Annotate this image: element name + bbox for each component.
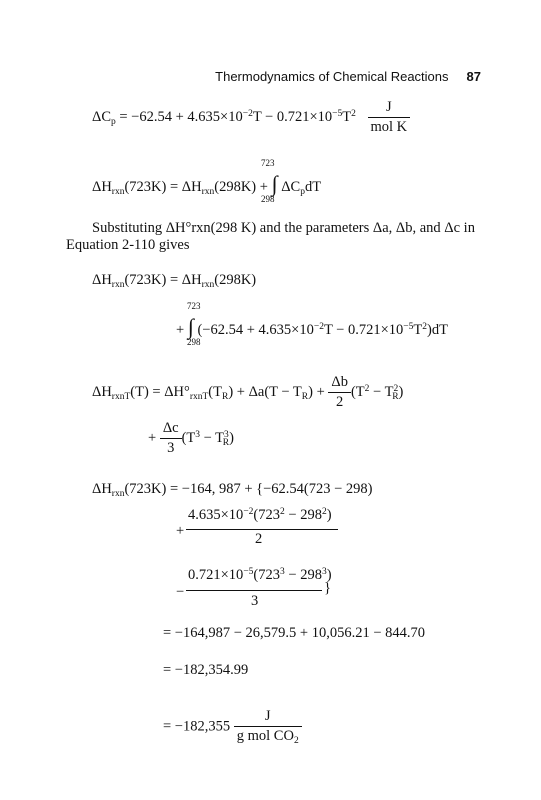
sum-line-1: = −164,987 − 26,579.5 + 10,056.21 − 844.70 <box>163 625 426 641</box>
equation-dc-over-3: + $\frac{\Delta c}{3}$ $(T^3 - T^3_R)$ <box>148 420 234 456</box>
equation-integral-expansion: + ∫ $(-62.54 + 4.635\times 10^{-2}T - 0.721\times 10^{-5}T^2)dT$ <box>176 314 448 339</box>
integral-upper-limit: 723 <box>261 158 275 168</box>
integral-sign-2: ∫ <box>187 314 194 339</box>
equation-delta-h-723: $\Delta H_{rxn}(723K) = \Delta H_{rxn}(298K)$ <box>92 272 257 290</box>
term-b-denominator: 2 <box>255 531 263 547</box>
body-text-line-1: Substituting ΔH°rxn(298 K) and the parameters Δa, Δb, and Δc in <box>92 220 475 236</box>
equation-term-c: − <box>176 584 185 600</box>
body-text-line-2: Equation 2-110 gives <box>66 237 190 253</box>
integral-sign: ∫ <box>271 171 278 196</box>
closing-brace: } <box>324 580 331 596</box>
unit-fraction: $\frac{J}{\text{mol K}}$ <box>368 99 411 136</box>
term-b-numerator: $4.635\times 10^{-2}(723^2 - 298^2)$ <box>188 507 332 523</box>
equation-substitution: $\Delta H_{rxn}(723K) = -164$, 987 + {−62.54(723 − 298) <box>92 481 373 499</box>
integral-upper-limit-2: 723 <box>187 301 201 311</box>
page-number: 87 <box>466 69 481 84</box>
chapter-title: Thermodynamics of Chemical Reactions <box>215 69 449 84</box>
term-b-fraction-bar <box>186 529 338 530</box>
term-c-denominator: 3 <box>251 593 259 609</box>
running-header <box>215 69 481 84</box>
term-c-numerator: $0.721\times 10^{-5}(723^3 - 298^3)$ <box>188 567 332 583</box>
dc-over-3-fraction: $\frac{\Delta c}{3}$ <box>160 420 182 457</box>
final-result: = −182,355 $\frac{J}{g mol CO_2}$ <box>163 708 302 746</box>
sum-line-2: = −182,354.99 <box>163 662 249 678</box>
equation-delta-h-general: $\Delta H_{rxnT}(T) = \Delta H^\circ_{rxnT}(T_R) + \Delta a(T - T_R)$ + $\frac{\Delta b}{2}$ $(T^2 - T^2_R)$ <box>92 374 404 410</box>
db-over-2-fraction: $\frac{\Delta b}{2}$ <box>328 374 351 411</box>
integral-lower-limit-2: 298 <box>187 337 201 347</box>
integral-lower-limit: 298 <box>261 194 275 204</box>
equation-delta-cp: $\Delta C_p = -62.54 + 4.635\times 10^{-2}T - 0.721\times 10^{-5}T^2$ $\frac{J}{\text{mol K}}$ <box>92 99 410 136</box>
term-c-fraction-bar <box>186 590 322 591</box>
equation-delta-h-integral: $\Delta H_{rxn}(723K) = \Delta H_{rxn}(298K)$ + ∫ $\Delta C_pdT$ <box>92 171 322 197</box>
final-unit-fraction: $\frac{J}{g mol CO_2}$ <box>234 708 302 746</box>
equation-term-b: + <box>176 523 185 539</box>
